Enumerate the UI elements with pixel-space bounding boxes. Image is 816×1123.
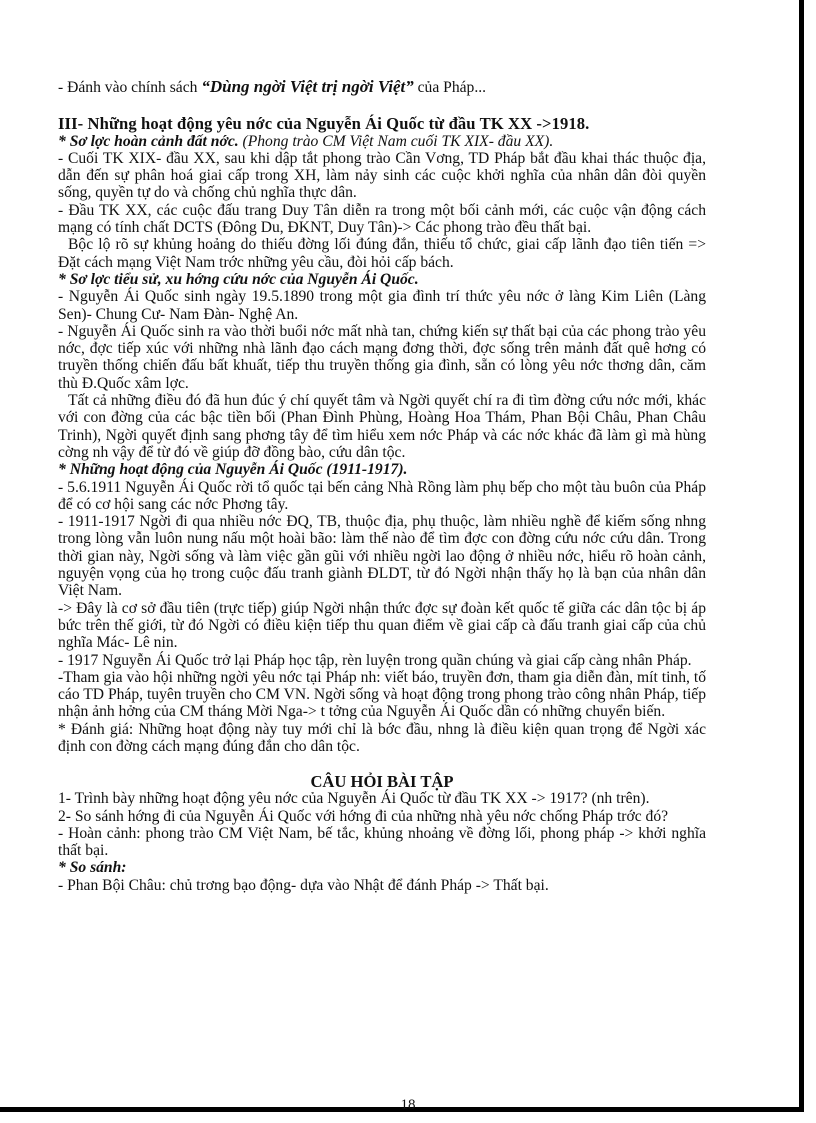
paragraph: - Cuối TK XIX- đầu XX, sau khi dập tắt phong trào Cần Vơng, TD Pháp bắt đầu khai thác thuộc địa, dẫn đến sự phân hoá giai cấp trong XH, làm nảy sinh các cuộc khởi nghĩa của nhân dân đòi quyền sống, quyền tự do và chống chủ nghĩa thực dân. <box>58 149 706 202</box>
paragraph: Bộc lộ rõ sự khủng hoảng do thiếu đờng lối đúng đắn, thiếu tổ chức, giai cấp lãnh đạo tiên tiến => Đặt cách mạng Việt Nam trớc những yêu cầu, đòi hỏi cấp bách. <box>58 236 706 271</box>
paragraph: * Đánh giá: Những hoạt động này tuy mới chỉ là bớc đầu, nhng là điều kiện quan trọng để Ngời xác định con đờng cách mạng đúng đắn cho dân tộc. <box>58 720 706 755</box>
subheading-context <box>58 133 706 150</box>
paragraph: - 1917 Nguyễn Ái Quốc trở lại Pháp học tập, rèn luyện trong quần chúng và giai cấp càng nhân Pháp. <box>58 651 692 669</box>
paragraph: - 5.6.1911 Nguyễn Ái Quốc rời tổ quốc tại bến cảng Nhà Rồng làm phụ bếp cho một tàu buôn của Pháp để có cơ hội sang các nớc Phơng tây. <box>58 478 706 513</box>
question-2-context: - Hoàn cảnh: phong trào CM Việt Nam, bế tắc, khủng nhoảng về đờng lối, phong pháp -> khởi nghĩa thất bại. <box>58 824 706 860</box>
subheading-context-title: * Sơ lợc hoàn cảnh đất nớc. <box>58 132 243 150</box>
question-1: 1- Trình bày những hoạt động yêu nớc của Nguyễn Ái Quốc từ đầu TK XX -> 1917? (nh trên). <box>58 790 650 808</box>
document-body <box>58 78 706 894</box>
slogan-text: “Dùng ngời Việt trị ngời Việt” <box>201 77 414 96</box>
section-heading: III- Những hoạt động yêu nớc của Nguyễn Ái Quốc từ đầu TK XX ->1918. <box>58 114 590 134</box>
compare-title: * So sánh: <box>58 859 127 877</box>
paragraph: - Nguyễn Ái Quốc sinh ra vào thời buổi nớc mất nhà tan, chứng kiến sự thất bại của các phong trào yêu nớc, đợc tiếp xúc với những nhà lãnh đạo cách mạng đơng thời, đợc sống trên mảnh đất quê hơng có truyền thống chiến đấu bất khuất, tiếp thu truyền thống gia đình, sẵn có lòng yêu nớc thơng dân, căm thù Đ.Quốc xâm lợc. <box>58 322 706 392</box>
questions-title: CÂU HỎI BÀI TẬP <box>310 772 454 792</box>
page-number: 18 <box>400 1097 416 1113</box>
paragraph: - 1911-1917 Ngời đi qua nhiều nớc ĐQ, TB, thuộc địa, phụ thuộc, làm nhiều nghề để kiếm sống nhng trong lòng vẫn luôn nung nấu một hoài bão: làm thế nào để tìm đợc con đờng cứu nớc cứu dân. Trong thời gian này, Ngời sống và làm việc gần gũi với nhiều ngời lao động ở nhiều nớc, hiểu rõ hoàn cảnh, nguyện vọng của họ trong cuộc đấu tranh giành ĐLDT, từ đó Ngời nhận thấy họ là bạn của nhân dân Việt Nam. <box>58 513 706 600</box>
subheading-activities: * Những hoạt động của Nguyễn Ái Quốc (1911-1917). <box>58 461 408 479</box>
intro-text: - Đánh vào chính sách <box>58 79 202 96</box>
question-2: 2- So sánh hớng đi của Nguyễn Ái Quốc với hớng đi của những nhà yêu nớc chống Pháp trớc đó? <box>58 807 669 825</box>
paragraph: Tất cả những điều đó đã hun đúc ý chí quyết tâm và Ngời quyết chí ra đi tìm đờng cứu nớc mới, khác với con đờng của các bậc tiền bối (Phan Đình Phùng, Hoàng Hoa Thám, Phan Bội Châu, Phan Châu Trinh), Ngời quyết định sang phơng tây để tìm hiểu xem nớc Pháp và các nớc khác đã làm gì mà hùng cờng nh vậy để từ đó về giúp đỡ đồng bào, cứu dân tộc. <box>58 392 706 461</box>
compare-item: - Phan Bội Châu: chủ trơng bạo động- dựa vào Nhật để đánh Pháp -> Thất bại. <box>58 876 549 894</box>
paragraph: - Đầu TK XX, các cuộc đấu trang Duy Tân diễn ra trong một bối cảnh mới, các cuộc vận động cách mạng có tính chất DCTS (Đông Du, ĐKNT, Duy Tân)-> Các phong trào đều thất bại. <box>58 201 706 237</box>
paragraph: -Tham gia vào hội những ngời yêu nớc tại Pháp nh: viết báo, truyền đơn, tham gia diễn đàn, mít tinh, tố cáo TD Pháp, tuyên truyền cho CM VN. Ngời sống và hoạt động trong phong trào công nhân Pháp, tiếp nhận ảnh hởng của CM tháng Mời Nga-> t tởng của Nguyễn Ái Quốc dần có những chuyển biến. <box>58 668 706 721</box>
paragraph: -> Đây là cơ sở đầu tiên (trực tiếp) giúp Ngời nhận thức đợc sự đoàn kết quốc tế giữa các dân tộc bị áp bức trên thế giới, từ đó Ngời có điều kiện tiếp thu quan điểm về giai cấp cà đấu tranh giai cấp của chủ nghĩa Mác- Lê nin. <box>58 599 706 652</box>
subheading-context-note: (Phong trào CM Việt Nam cuối TK XIX- đầu XX). <box>242 132 554 150</box>
subheading-biography: * Sơ lợc tiểu sử, xu hớng cứu nớc của Nguyễn Ái Quốc. <box>58 270 419 288</box>
intro-line <box>58 78 706 96</box>
intro-text-end: của Pháp... <box>413 79 487 96</box>
paragraph: - Nguyễn Ái Quốc sinh ngày 19.5.1890 trong một gia đình trí thức yêu nớc ở làng Kim Liên (Làng Sen)- Chung Cư- Nam Đàn- Nghệ An. <box>58 288 706 323</box>
